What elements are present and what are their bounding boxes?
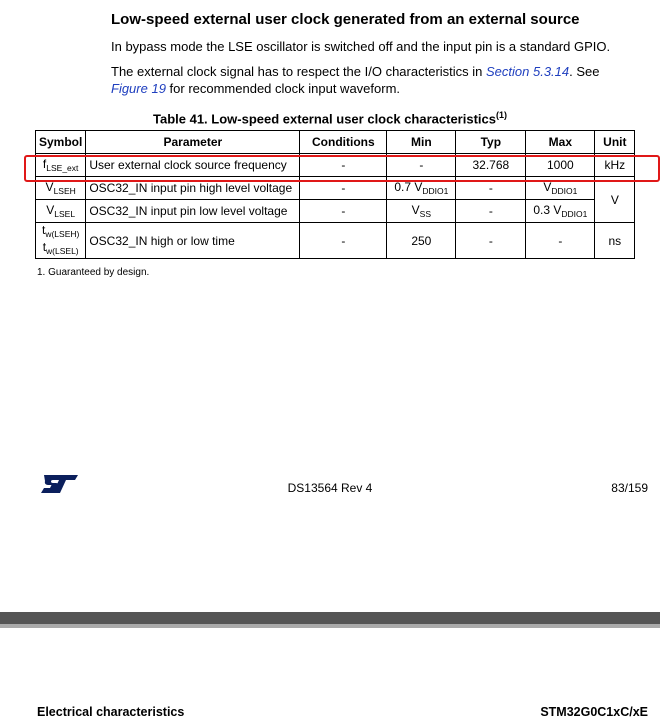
paragraph-bypass: In bypass mode the LSE oscillator is switched off and the input pin is a standard GPIO.: [111, 39, 611, 54]
symbol-sub: LSE_ext: [46, 163, 79, 173]
paragraph-clock-signal: [111, 63, 631, 97]
min-sub: DDIO1: [422, 186, 449, 196]
table-caption-text: Table 41. Low-speed external user clock characteristics: [153, 111, 496, 127]
typ-cell: -: [456, 223, 526, 259]
symbol-cell: [36, 223, 86, 259]
header-conditions: Conditions: [300, 131, 387, 154]
parameter-cell: User external clock source frequency: [86, 154, 300, 177]
paragraph-text: The external clock signal has to respect the I/O characteristics in: [111, 64, 487, 79]
typ-cell: 32.768: [456, 154, 526, 177]
next-page-product-name: STM32G0C1xC/xE: [540, 705, 648, 719]
min-cell: [387, 200, 456, 223]
paragraph-text: for recommended clock input waveform.: [165, 81, 401, 96]
symbol-sub: LSEH: [53, 186, 76, 196]
next-page-section-title: Electrical characteristics: [37, 705, 185, 719]
min-main: V: [411, 203, 420, 217]
table-caption: [0, 110, 660, 126]
symbol-sub: w(LSEL): [46, 245, 79, 256]
unit-cell: ns: [595, 223, 635, 259]
parameter-cell: OSC32_IN input pin high level voltage: [86, 177, 300, 200]
table-row: [36, 223, 635, 259]
page-separator-shadow: [0, 624, 660, 628]
symbol-sub: w(LSEH): [45, 228, 80, 239]
symbol-main: V: [45, 180, 54, 194]
typ-cell: -: [456, 200, 526, 223]
conditions-cell: -: [300, 177, 387, 200]
max-cell: -: [526, 223, 595, 259]
symbol-main: V: [46, 203, 55, 217]
header-symbol: Symbol: [36, 131, 86, 154]
characteristics-table: [35, 130, 635, 259]
paragraph-text: . See: [569, 64, 600, 79]
max-sub: DDIO1: [551, 186, 578, 196]
header-typ: Typ: [456, 131, 526, 154]
max-cell: 1000: [526, 154, 595, 177]
section-heading: Low-speed external user clock generated from an external source: [111, 11, 580, 28]
max-sub: DDIO1: [561, 209, 588, 219]
parameter-cell: OSC32_IN high or low time: [86, 223, 300, 259]
conditions-cell: -: [300, 154, 387, 177]
table-header-row: [36, 131, 635, 154]
symbol-main: t: [42, 239, 47, 254]
min-sub: SS: [419, 209, 432, 219]
symbol-cell: [36, 200, 86, 223]
page-separator: [0, 612, 660, 624]
max-main: 0.3 V: [533, 203, 562, 217]
highlight-box: [24, 155, 660, 182]
parameter-cell: OSC32_IN input pin low level voltage: [86, 200, 300, 223]
page-number: 83/159: [611, 481, 648, 495]
min-cell: -: [387, 154, 456, 177]
unit-cell: kHz: [595, 154, 635, 177]
table-caption-note: (1): [495, 110, 507, 120]
document-reference: DS13564 Rev 4: [287, 481, 373, 495]
symbol-main: f: [42, 157, 47, 171]
table-row: [36, 200, 635, 223]
typ-cell: -: [456, 177, 526, 200]
unit-cell: V: [595, 177, 635, 223]
header-unit: Unit: [595, 131, 635, 154]
conditions-cell: -: [300, 223, 387, 259]
header-min: Min: [387, 131, 456, 154]
max-main: V: [543, 180, 552, 194]
section-link[interactable]: Section 5.3.14: [486, 64, 570, 79]
max-cell: [526, 200, 595, 223]
symbol-sub: LSEL: [54, 209, 76, 219]
min-cell: 250: [387, 223, 456, 259]
conditions-cell: -: [300, 200, 387, 223]
figure-link[interactable]: Figure 19: [111, 81, 166, 96]
header-parameter: Parameter: [86, 131, 300, 154]
header-max: Max: [526, 131, 595, 154]
table-footnote: 1. Guaranteed by design.: [37, 267, 150, 278]
symbol-main: t: [41, 222, 46, 237]
min-main: 0.7 V: [394, 180, 423, 194]
